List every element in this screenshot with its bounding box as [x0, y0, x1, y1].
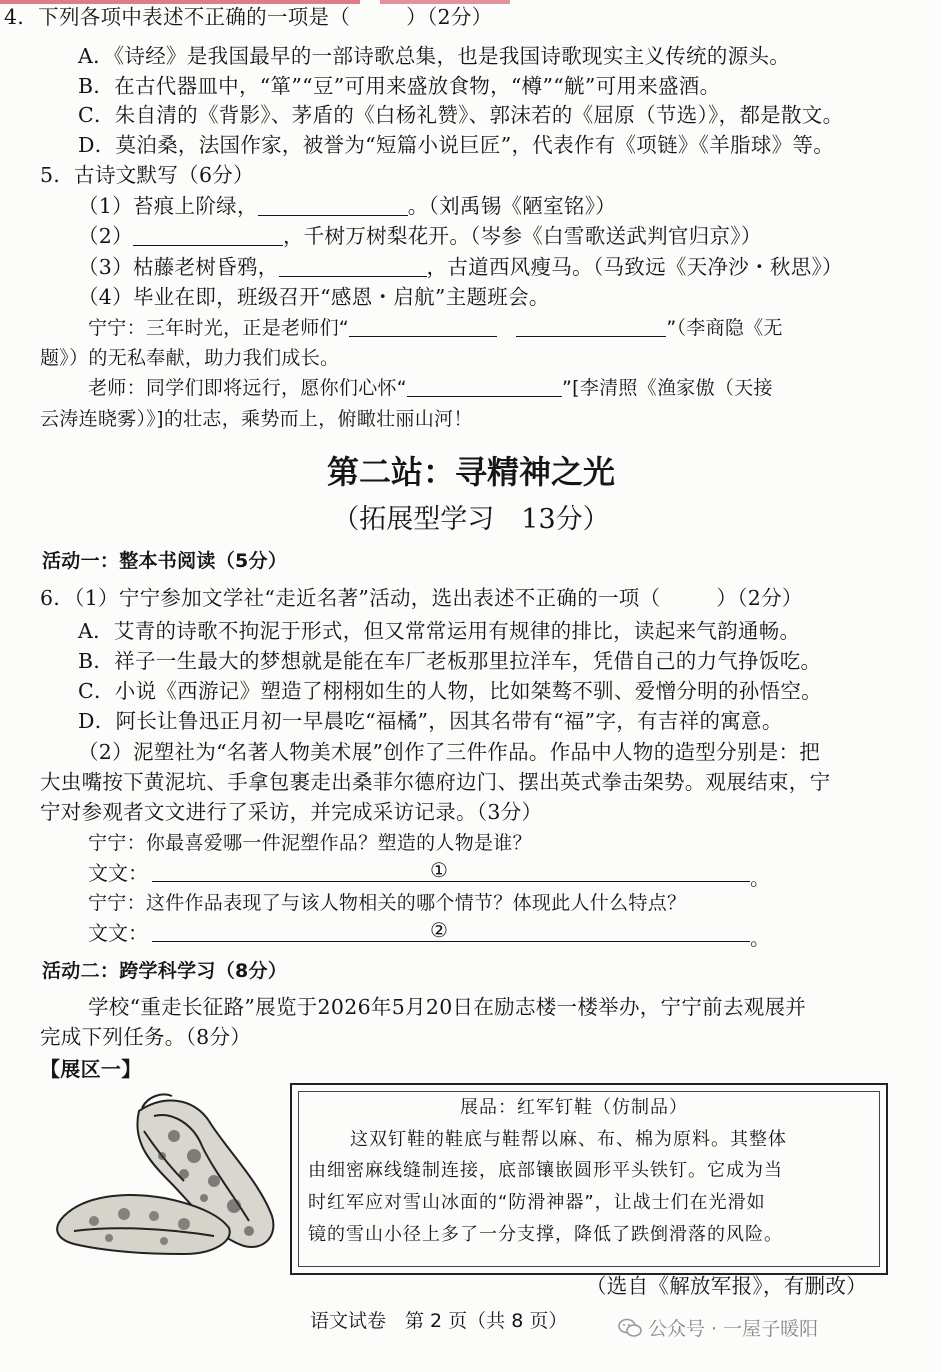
- activity-1-title: 活动一：整本书阅读（5分）: [42, 550, 288, 572]
- q4-stem: 4．下列各项中表述不正确的一项是（ ）（2分）: [4, 5, 493, 29]
- answer-blank[interactable]: [258, 193, 408, 216]
- q6-part2-line-2: 大虫嘴按下黄泥坑、手拿包裹走出桑菲尔德府边门、摆出英式拳击架势。观展结束，宁: [40, 770, 831, 794]
- activity-2-title: 活动二：跨学科学习（8分）: [42, 960, 288, 982]
- exhibit-line-1: 这双钉鞋的鞋底与鞋帮以麻、布、棉为原料。其整体: [350, 1129, 787, 1150]
- q6-stem: 6．（1）宁宁参加文学社“走近名著”活动，选出表述不正确的一项（ ）（2分）: [40, 586, 803, 610]
- q5-stem: 5．古诗文默写（6分）: [40, 163, 254, 187]
- answer-blank[interactable]: [133, 223, 283, 246]
- wechat-icon: [618, 1318, 642, 1338]
- period-2: 。: [750, 926, 770, 950]
- page-footer: 语文试卷 第 2 页（共 8 页）: [310, 1310, 568, 1332]
- exhibit-zone-label: 【展区一】: [40, 1057, 142, 1081]
- q5-item-2: （2） ，千树万树梨花开。（岑参《白雪歌送武判官归京》）: [78, 224, 762, 248]
- circle-number-1: ①: [430, 858, 448, 882]
- q5-item-4: （4）毕业在即，班级召开“感恩・启航”主题班会。: [78, 285, 550, 309]
- exhibit-info-box: [290, 1083, 888, 1275]
- q5-teacher-line: 老师：同学们即将远行，愿你们心怀“ ”[李清照《渔家傲（天接: [88, 373, 773, 403]
- q6-option-b: B．祥子一生最大的梦想就是能在车厂老板那里拉洋车，凭借自己的力气挣饭吃。: [78, 649, 822, 673]
- q5-item-1: （1）苔痕上阶绿， 。（刘禹锡《陋室铭》）: [78, 194, 617, 218]
- exhibit-line-2: 由细密麻线缝制连接，底部镶嵌圆形平头铁钉。它成为当: [308, 1160, 783, 1181]
- q4-option-c: C．朱自清的《背影》、茅盾的《白杨礼赞》、郭沫若的《屈原（节选）》，都是散文。: [78, 103, 844, 127]
- period-1: 。: [750, 866, 770, 890]
- q4-option-b: B．在古代器皿中，“箪”“豆”可用来盛放食物，“樽”“觥”可用来盛酒。: [78, 74, 721, 98]
- watermark: 公众号 · 一屋子暖阳: [648, 1318, 819, 1340]
- activity-2-para-2: 完成下列任务。（8分）: [40, 1025, 252, 1049]
- q6-part2-line-1: （2）泥塑社为“名著人物美术展”创作了三件作品。作品中人物的造型分别是：把: [78, 740, 821, 764]
- answer-line-2[interactable]: [152, 941, 750, 942]
- activity-2-para-1: 学校“重走长征路”展览于2026年5月20日在励志楼一楼举办，宁宁前去观展并: [88, 995, 807, 1019]
- exhibit-source: （选自《解放军报》，有删改）: [586, 1274, 867, 1298]
- exhibit-line-4: 镜的雪山小径上多了一分支撑，降低了跌倒滑落的风险。: [308, 1224, 783, 1245]
- answer-blank[interactable]: [407, 374, 562, 397]
- q4-option-d: D．莫泊桑，法国作家，被誉为“短篇小说巨匠”，代表作有《项链》《羊脂球》等。: [78, 133, 835, 157]
- answer-blank[interactable]: [516, 314, 666, 337]
- section-subtitle: （拓展型学习 13分）: [332, 504, 610, 535]
- interview-wen-1: 文文：: [88, 861, 148, 885]
- q6-option-a: A．艾青的诗歌不拘泥于形式，但又常常运用有规律的排比，读起来气韵通畅。: [78, 619, 801, 643]
- q4-option-a: A．《诗经》是我国最早的一部诗歌总集，也是我国诗歌现实主义传统的源头。: [78, 44, 791, 68]
- interview-wen-2: 文文：: [88, 921, 148, 945]
- q5-teacher-line-cont: 云涛连晓雾）》]的壮志，乘势而上，俯瞰壮丽山河！: [40, 408, 473, 430]
- q5-item-3: （3）枯藤老树昏鸦， ，古道西风瘦马。（马致远《天净沙・秋思》）: [78, 255, 843, 279]
- interview-ning-1: 宁宁：你最喜爱哪一件泥塑作品？塑造的人物是谁？: [88, 832, 532, 854]
- q6-option-c: C．小说《西游记》塑造了栩栩如生的人物，比如桀骜不驯、爱憎分明的孙悟空。: [78, 679, 822, 703]
- answer-blank[interactable]: [349, 314, 497, 337]
- q6-option-d: D．阿长让鲁迅正月初一早晨吃“福橘”，因其名带有“福”字，有吉祥的寓意。: [78, 709, 783, 733]
- q5-ning-line: 宁宁：三年时光，正是老师们“ ”（李商隐《无: [88, 313, 783, 343]
- exhibit-line-3: 时红军应对雪山冰面的“防滑神器”，让战士们在光滑如: [308, 1192, 766, 1213]
- answer-line-1[interactable]: [152, 881, 750, 882]
- q6-part2-line-3: 宁对参观者文文进行了采访，并完成采访记录。（3分）: [40, 800, 543, 824]
- interview-ning-2: 宁宁：这件作品表现了与该人物相关的哪个情节？体现此人什么特点？: [88, 892, 687, 914]
- exhibit-title: 展品：红军钉鞋（仿制品）: [460, 1097, 688, 1118]
- red-army-shoes-illustration: [44, 1086, 284, 1266]
- section-title: 第二站：寻精神之光: [326, 453, 615, 491]
- circle-number-2: ②: [430, 918, 448, 942]
- answer-blank[interactable]: [279, 254, 427, 277]
- q5-ning-line-cont: 题》）的无私奉献，助力我们成长。: [40, 347, 340, 369]
